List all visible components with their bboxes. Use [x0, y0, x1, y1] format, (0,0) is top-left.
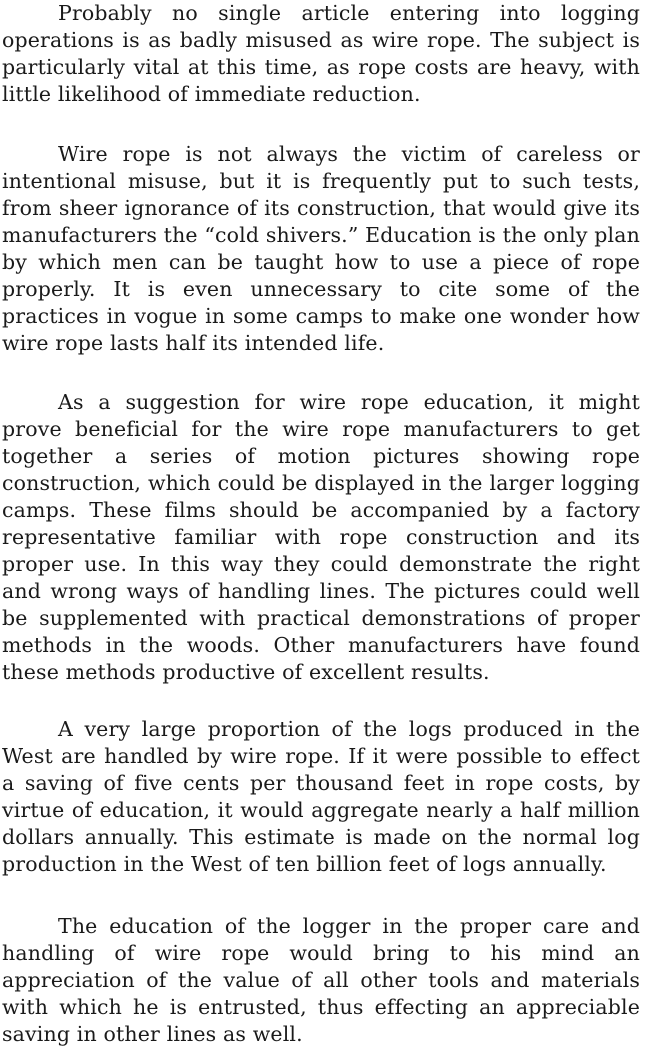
paragraph-education-plan: Wire rope is not always the victim of careless or intentional misuse, but it is frequently put to such tests, from sheer ignorance of its construction, that would give its manufacturers the “cold shivers.” Education is the only plan by which men can be taught how to use a piece of rope properly. It is even unnecessary to cite some of the practices in vogue in some camps to make one wonder how wire rope lasts half its intended life. [2, 142, 640, 355]
paragraph-cost-savings: A very large proportion of the logs produced in the West are handled by wire rope. If it were possible to effect a saving of five cents per thousand feet in rope costs, by virtue of education, it would aggregate nearly a half million dollars annually. This estimate is made on the normal log production in the West of ten billion feet of logs annually. [2, 717, 640, 876]
paragraph-wire-rope-misuse: Probably no single article entering into logging operations is as badly misused as wire rope. The subject is particularly vital at this time, as rope costs are heavy, with little likelihood of immediate reduction. [2, 1, 640, 106]
paragraph-logger-education: The education of the logger in the proper care and handling of wire rope would bring to his mind an appreciation of the value of all other tools and materials with which he is entrusted, thus effecting an appreciable saving in other lines as well. [2, 914, 640, 1046]
paragraph-motion-pictures: As a suggestion for wire rope education, it might prove beneficial for the wire rope manufacturers to get together a series of motion pictures showing rope construction, which could be displayed in the larger logging camps. These films should be accompanied by a factory representative familiar with rope construction and its proper use. In this way they could demonstrate the right and wrong ways of handling lines. The pictures could well be supplemented with practical demonstrations of proper methods in the woods. Other manufacturers have found these methods productive of excellent results. [2, 390, 640, 684]
